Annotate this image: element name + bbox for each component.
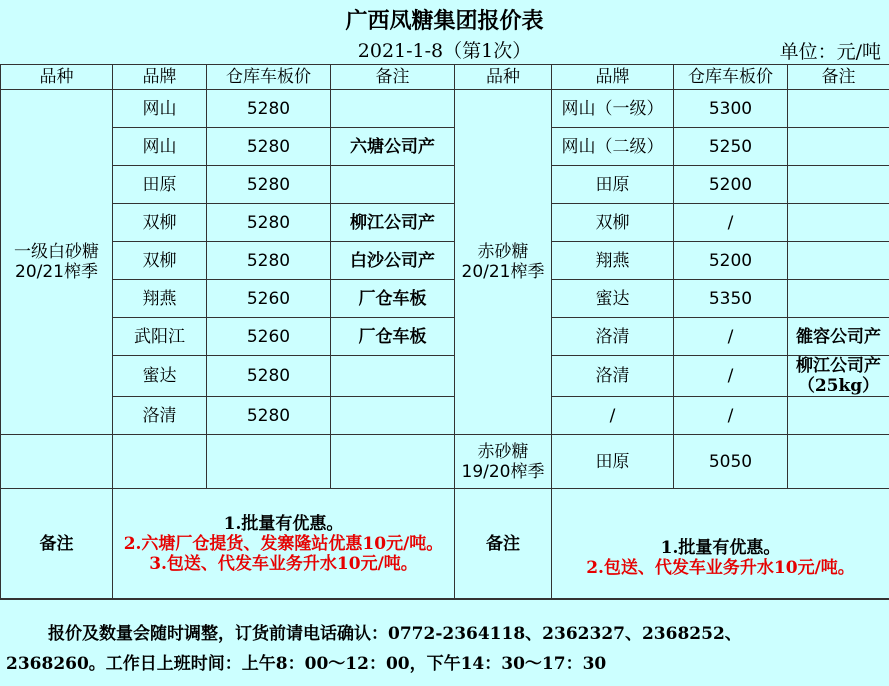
right-brand: / bbox=[552, 397, 674, 435]
left-price: 5260 bbox=[207, 318, 331, 356]
right-price: 5200 bbox=[674, 166, 788, 204]
left-note: 白沙公司产 bbox=[331, 242, 455, 280]
left-price: 5280 bbox=[207, 204, 331, 242]
remarks-row bbox=[1, 489, 889, 600]
table-row bbox=[1, 435, 889, 489]
footer-line-1: 报价及数量会随时调整，订货前请电话确认：0772-2364118、2362327、2368252、 bbox=[48, 624, 742, 644]
right-price: 5300 bbox=[674, 90, 788, 128]
left-brand: 田原 bbox=[113, 166, 207, 204]
left-price: 5280 bbox=[207, 128, 331, 166]
right-price: / bbox=[674, 318, 788, 356]
remarks-right bbox=[552, 489, 889, 600]
remark-item: 2.包送、代发车业务升水10元/吨。 bbox=[586, 558, 855, 578]
left-note: 厂仓车板 bbox=[331, 318, 455, 356]
left-note bbox=[331, 356, 455, 397]
right-note bbox=[788, 128, 889, 166]
header-row bbox=[1, 65, 889, 90]
right-note bbox=[788, 397, 889, 435]
column-header: 仓库车板价 bbox=[674, 65, 788, 90]
table-row bbox=[1, 128, 889, 166]
column-header: 仓库车板价 bbox=[207, 65, 331, 90]
left-note bbox=[331, 166, 455, 204]
right-note bbox=[788, 166, 889, 204]
right-note bbox=[788, 90, 889, 128]
right-extra-brand: 田原 bbox=[552, 435, 674, 489]
footer-notice bbox=[0, 598, 889, 684]
right-note: 雒容公司产 bbox=[788, 318, 889, 356]
right-note bbox=[788, 280, 889, 318]
right-extra-price: 5050 bbox=[674, 435, 788, 489]
remarks-label-left: 备注 bbox=[1, 489, 113, 600]
left-brand: 洛清 bbox=[113, 397, 207, 435]
right-price: 5350 bbox=[674, 280, 788, 318]
right-brand: 洛清 bbox=[552, 318, 674, 356]
left-empty-cell bbox=[113, 435, 207, 489]
remarks-label-right: 备注 bbox=[455, 489, 552, 600]
right-brand: 翔燕 bbox=[552, 242, 674, 280]
left-note bbox=[331, 90, 455, 128]
page-title: 广西凤糖集团报价表 bbox=[345, 8, 544, 34]
table-row bbox=[1, 397, 889, 435]
remark-item: 1.批量有优惠。 bbox=[223, 514, 344, 534]
right-price: 5200 bbox=[674, 242, 788, 280]
right-brand: 网山（二级） bbox=[552, 128, 674, 166]
footer-line-2: 2368260。工作日上班时间：上午8：00～12：00，下午14：30～17：30 bbox=[6, 654, 607, 674]
unit-label: 单位：元/吨 bbox=[779, 41, 881, 63]
left-note: 厂仓车板 bbox=[331, 280, 455, 318]
left-empty-cell bbox=[1, 435, 113, 489]
left-category: 一级白砂糖 20/21榨季 bbox=[1, 90, 113, 435]
left-price: 5280 bbox=[207, 166, 331, 204]
right-note bbox=[788, 204, 889, 242]
left-brand: 网山 bbox=[113, 90, 207, 128]
right-price: / bbox=[674, 397, 788, 435]
left-brand: 武阳江 bbox=[113, 318, 207, 356]
left-note: 柳江公司产 bbox=[331, 204, 455, 242]
column-header: 备注 bbox=[788, 65, 889, 90]
remark-item: 3.包送、代发车业务升水10元/吨。 bbox=[149, 554, 418, 574]
left-price: 5280 bbox=[207, 90, 331, 128]
right-brand: 洛清 bbox=[552, 356, 674, 397]
date-subtitle: 2021-1-8（第1次） bbox=[357, 40, 532, 62]
table-row bbox=[1, 242, 889, 280]
right-note: 柳江公司产 （25kg） bbox=[788, 356, 889, 397]
right-brand: 田原 bbox=[552, 166, 674, 204]
left-price: 5260 bbox=[207, 280, 331, 318]
table-row bbox=[1, 204, 889, 242]
column-header: 备注 bbox=[331, 65, 455, 90]
right-price: / bbox=[674, 204, 788, 242]
left-brand: 双柳 bbox=[113, 204, 207, 242]
column-header: 品牌 bbox=[113, 65, 207, 90]
left-brand: 网山 bbox=[113, 128, 207, 166]
left-note bbox=[331, 397, 455, 435]
left-empty-cell bbox=[331, 435, 455, 489]
right-brand: 蜜达 bbox=[552, 280, 674, 318]
table-row bbox=[1, 166, 889, 204]
left-brand: 蜜达 bbox=[113, 356, 207, 397]
left-empty-cell bbox=[207, 435, 331, 489]
left-brand: 翔燕 bbox=[113, 280, 207, 318]
right-category: 赤砂糖 20/21榨季 bbox=[455, 90, 552, 435]
left-price: 5280 bbox=[207, 356, 331, 397]
price-table bbox=[0, 64, 889, 600]
left-note: 六塘公司产 bbox=[331, 128, 455, 166]
right-extra-category: 赤砂糖 19/20榨季 bbox=[455, 435, 552, 489]
table-row bbox=[1, 318, 889, 356]
right-price: 5250 bbox=[674, 128, 788, 166]
column-header: 品种 bbox=[1, 65, 113, 90]
column-header: 品牌 bbox=[552, 65, 674, 90]
left-price: 5280 bbox=[207, 397, 331, 435]
right-note bbox=[788, 242, 889, 280]
right-price: / bbox=[674, 356, 788, 397]
right-brand: 双柳 bbox=[552, 204, 674, 242]
table-row bbox=[1, 90, 889, 128]
right-extra-note bbox=[788, 435, 889, 489]
remark-item: 1.批量有优惠。 bbox=[660, 538, 781, 558]
right-brand: 网山（一级） bbox=[552, 90, 674, 128]
column-header: 品种 bbox=[455, 65, 552, 90]
left-brand: 双柳 bbox=[113, 242, 207, 280]
remarks-left bbox=[113, 489, 455, 600]
remark-item: 2.六塘厂仓提货、发寨隆站优惠10元/吨。 bbox=[123, 534, 444, 554]
table-row bbox=[1, 356, 889, 397]
table-row bbox=[1, 280, 889, 318]
left-price: 5280 bbox=[207, 242, 331, 280]
